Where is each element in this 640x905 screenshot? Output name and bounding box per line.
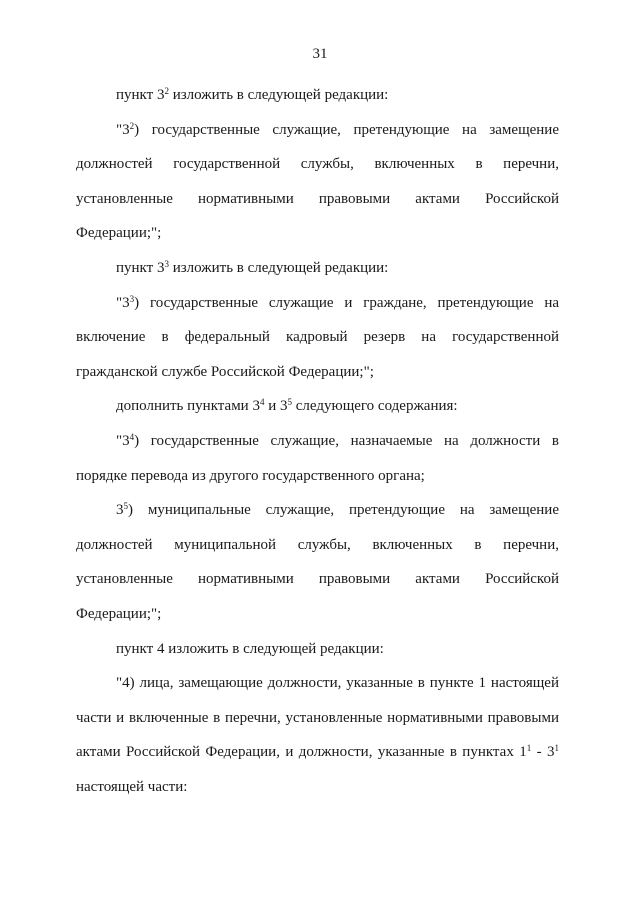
paragraph-text-3-5: $3^5$) муниципальные служащие, претендующие на замещение должностей муниципальной службы, включенных в перечни, установленные нормативными правовыми актами Российской Федерации;";: [76, 501, 559, 622]
document-body: [76, 78, 559, 804]
paragraph-amend-3-3: пункт $3^3$ изложить в следующей редакции:: [116, 258, 389, 276]
paragraph-text-4: "4) лица, замещающие должности, указанные в пункте 1 настоящей части и включенные в перечни, установленные нормативными правовыми актами Российской Федерации, и должности, указанные в пунктах $1^1 - 3^1$ настоящей части:: [76, 675, 559, 795]
paragraph-text-3-2: "$3^2$) государственные служащие, претендующие на замещение должностей государственной службы, включенных в перечни, установленные нормативными правовыми актами Российской Федерации;";: [76, 120, 559, 242]
paragraph-amend-3-2: пункт $3^2$ изложить в следующей редакции:: [116, 86, 389, 103]
paragraph-text-3-4: "$3^4$) государственные служащие, назначаемые на должности в порядке перевода из другого государственного органа;: [76, 431, 559, 484]
paragraph-amend-4: пункт 4 изложить в следующей редакции:: [116, 640, 384, 657]
page-number: 31: [312, 46, 328, 62]
paragraph-text-3-3: "$3^3$) государственные служащие и граждане, претендующие на включение в федеральный кадровый резерв на государственной гражданской службе Российской Федерации;";: [76, 293, 559, 380]
paragraph-add-3-4-3-5: дополнить пунктами $3^4$ и $3^5$ следующего содержания:: [116, 397, 458, 415]
